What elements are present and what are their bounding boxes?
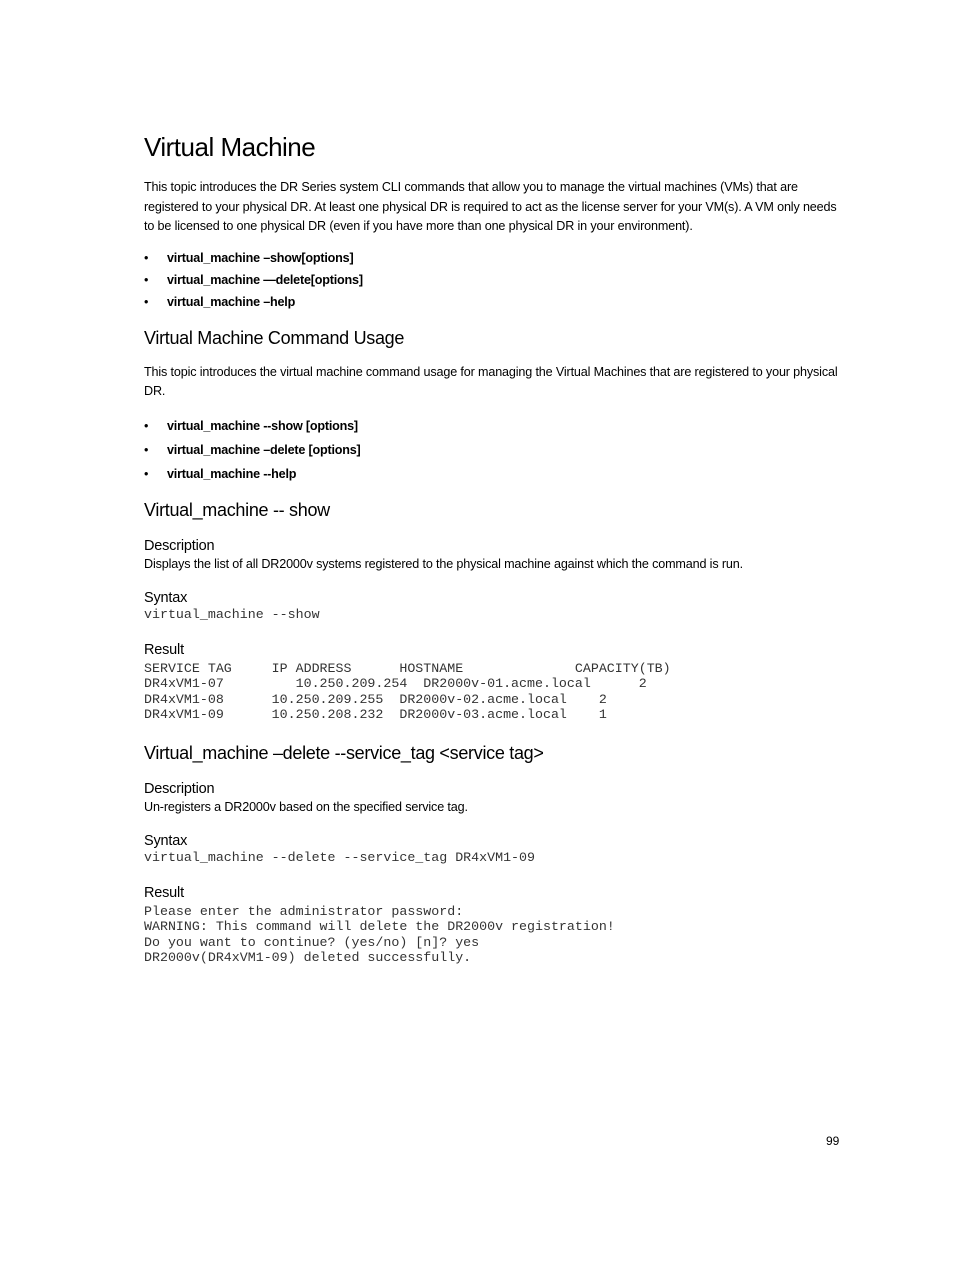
command-text: virtual_machine —delete[options] <box>167 272 363 287</box>
result-line: SERVICE TAG IP ADDRESS HOSTNAME CAPACITY(TB) <box>144 660 671 676</box>
bullet-icon: • <box>144 466 149 481</box>
result-line: WARNING: This command will delete the DR2000v registration! <box>144 919 615 934</box>
delete-result-block <box>144 904 844 966</box>
result-line: DR2000v(DR4xVM1-09) deleted successfully. <box>144 950 472 965</box>
page-number: 99 <box>826 1134 840 1148</box>
usage-command-list <box>144 414 844 486</box>
delete-syntax-code: virtual_machine --delete --service_tag DR4xVM1-09 <box>144 850 535 865</box>
command-list <box>144 247 844 313</box>
bullet-icon: • <box>144 250 149 265</box>
result-line: Do you want to continue? (yes/no) [n]? yes <box>144 934 480 950</box>
section-title-delete: Virtual_machine –delete --service_tag <service tag> <box>144 742 544 763</box>
section-title-show: Virtual_machine -- show <box>144 499 330 520</box>
show-syntax-code: virtual_machine --show <box>144 607 320 622</box>
delete-syntax-heading: Syntax <box>144 833 188 849</box>
list-item <box>144 247 844 269</box>
delete-description: Un-registers a DR2000v based on the specified service tag. <box>144 799 468 814</box>
bullet-icon: • <box>144 272 149 287</box>
result-line: Please enter the administrator password: <box>144 903 464 919</box>
list-item <box>144 462 844 486</box>
list-item <box>144 438 844 462</box>
usage-paragraph: This topic introduces the virtual machine command usage for managing the Virtual Machines that are registered to your physical DR. <box>144 364 838 398</box>
bullet-icon: • <box>144 294 149 309</box>
show-result-block <box>144 661 844 723</box>
page-content <box>144 130 844 966</box>
show-description-heading: Description <box>144 537 215 554</box>
list-item <box>144 291 844 313</box>
show-syntax-heading: Syntax <box>144 590 188 606</box>
show-description: Displays the list of all DR2000v systems registered to the physical machine against which the command is run. <box>144 556 743 571</box>
result-line: DR4xVM1-07 10.250.209.254 DR2000v-01.acme.local 2 <box>144 676 647 691</box>
show-result-heading: Result <box>144 641 184 658</box>
result-line: DR4xVM1-09 10.250.208.232 DR2000v-03.acme.local 1 <box>144 707 607 722</box>
delete-result-heading: Result <box>144 884 184 901</box>
intro-paragraph: This topic introduces the DR Series system CLI commands that allow you to manage the virtual machines (VMs) that are registered to your physical DR. At least one physical DR is required to act as the license server for your VM(s). A VM only needs to be licensed to one physical DR (even if you have more than one physical DR in your environment). <box>144 180 837 233</box>
command-text: virtual_machine –show[options] <box>167 250 354 265</box>
delete-description-heading: Description <box>144 780 215 797</box>
command-text: virtual_machine –delete [options] <box>167 442 361 457</box>
list-item <box>144 414 844 438</box>
command-text: virtual_machine –help <box>167 294 296 309</box>
list-item <box>144 269 844 291</box>
result-line: DR4xVM1-08 10.250.209.255 DR2000v-02.acme.local 2 <box>144 691 607 707</box>
bullet-icon: • <box>144 418 149 433</box>
command-text: virtual_machine --show [options] <box>167 418 358 433</box>
section-title-virtual-machine: Virtual Machine <box>144 132 316 162</box>
bullet-icon: • <box>144 442 149 457</box>
section-title-command-usage: Virtual Machine Command Usage <box>144 327 405 348</box>
command-text: virtual_machine --help <box>167 466 297 481</box>
